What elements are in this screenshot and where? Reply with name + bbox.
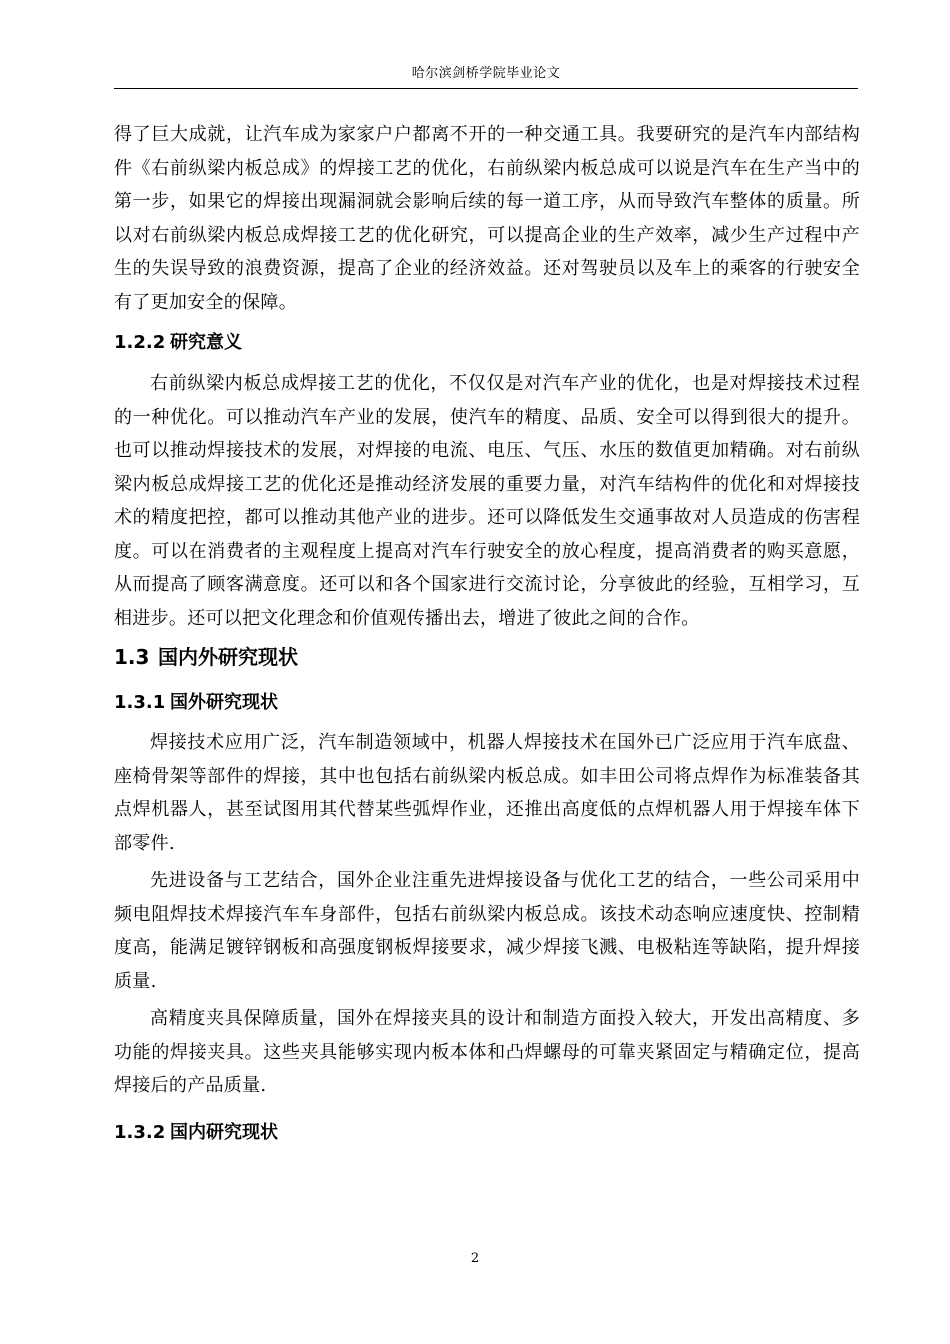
section-title: 国外研究现状: [170, 692, 278, 713]
section-number: 1.3.1: [114, 692, 166, 713]
section-heading-1-2-2: [114, 334, 860, 352]
foreign-research-paragraph-1: 焊接技术应用广泛，汽车制造领域中，机器人焊接技术在国外已广泛应用于汽车底盘、座椅骨架等部件的焊接，其中也包括右前纵梁内板总成。如丰田公司将点焊作为标准装备其点焊机器人，甚至试图用其代替某些弧焊作业，还推出高度低的点焊机器人用于焊接车体下部零件.: [114, 732, 860, 854]
significance-paragraph: 右前纵梁内板总成焊接工艺的优化，不仅仅是对汽车产业的优化，也是对焊接技术过程的一种优化。可以推动汽车产业的发展，使汽车的精度、品质、安全可以得到很大的提升。也可以推动焊接技术的发展，对焊接的电流、电压、气压、水压的数值更加精确。对右前纵梁内板总成焊接工艺的优化还是推动经济发展的重要力量，对汽车结构件的优化和对焊接技术的精度把控，都可以推动其他产业的进步。还可以降低发生交通事故对人员造成的伤害程度。可以在消费者的主观程度上提高对汽车行驶安全的放心程度，提高消费者的购买意愿，从而提高了顾客满意度。还可以和各个国家进行交流讨论，分享彼此的经验，互相学习，互相进步。还可以把文化理念和价值观传播出去，增进了彼此之间的合作。: [114, 373, 860, 629]
section-heading-1-3-1: [114, 694, 860, 712]
section-title: 国内研究现状: [170, 1121, 278, 1143]
section-title: 国内外研究现状: [158, 645, 298, 669]
foreign-research-paragraph-3: 高精度夹具保障质量，国外在焊接夹具的设计和制造方面投入较大，开发出高精度、多功能的焊接夹具。这些夹具能够实现内板本体和凸焊螺母的可靠夹紧固定与精确定位，提高焊接后的产品质量.: [114, 1008, 860, 1096]
header-title: 哈尔滨剑桥学院毕业论文: [411, 66, 561, 81]
foreign-research-paragraph-2: 先进设备与工艺结合，国外企业注重先进焊接设备与优化工艺的结合，一些公司采用中频电阻焊技术焊接汽车车身部件，包括右前纵梁内板总成。该技术动态响应速度快、控制精度高，能满足镀锌钢板和高强度钢板焊接要求，减少焊接飞溅、电极粘连等缺陷，提升焊接质量.: [114, 870, 860, 992]
document-body: [114, 118, 860, 1142]
section-heading-1-3: [114, 647, 860, 667]
intro-paragraph: 得了巨大成就，让汽车成为家家户户都离不开的一种交通工具。我要研究的是汽车内部结构件《右前纵梁内板总成》的焊接工艺的优化，右前纵梁内板总成可以说是汽车在生产当中的第一步，如果它的焊接出现漏洞就会影响后续的每一道工序，从而导致汽车整体的质量。所以对右前纵梁内板总成焊接工艺的优化研究，可以提高企业的生产效率，减少生产过程中产生的失误导致的浪费资源，提高了企业的经济效益。还对驾驶员以及车上的乘客的行驶安全有了更加安全的保障。: [114, 124, 860, 313]
section-title: 研究意义: [170, 332, 242, 353]
section-number: 1.2.2: [114, 332, 166, 353]
section-heading-1-3-2: [114, 1121, 860, 1143]
section-number: 1.3: [114, 645, 150, 669]
page-header: [114, 58, 858, 89]
section-number: 1.3.2: [114, 1121, 166, 1143]
page-number: 2: [470, 1251, 480, 1266]
